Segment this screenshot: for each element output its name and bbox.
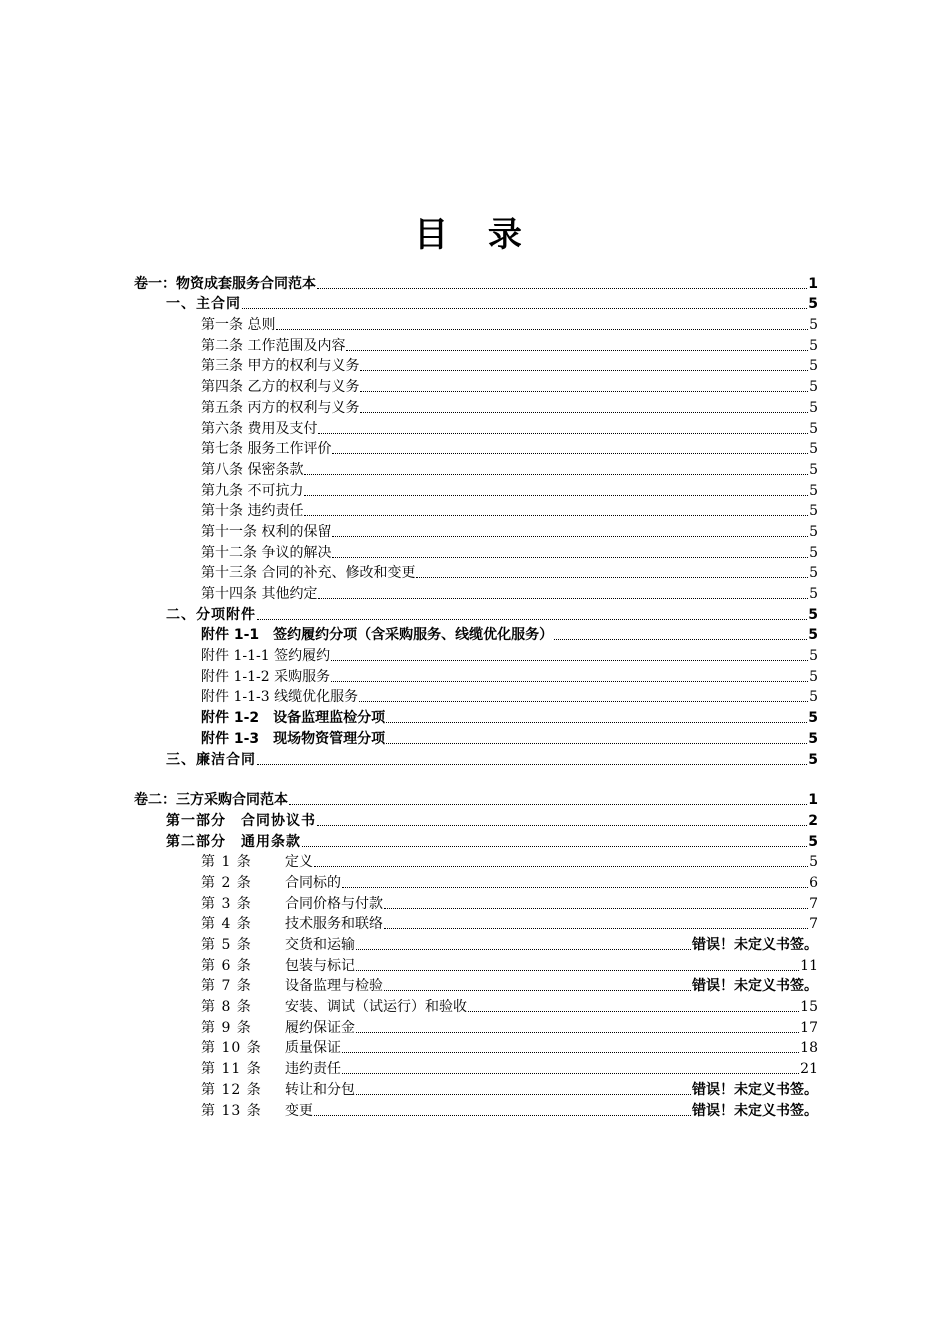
toc-entry-text — [201, 1039, 341, 1057]
page-number: 5 — [809, 358, 818, 375]
toc-article[interactable] — [0, 1057, 950, 1078]
dot-leader — [386, 722, 807, 723]
page-number: 5 — [809, 586, 818, 602]
page-number: 18 — [800, 1040, 818, 1057]
page-number: 5 — [808, 710, 818, 727]
page-number: 7 — [809, 916, 818, 933]
toc-entry-text — [201, 1081, 355, 1099]
toc-entry[interactable] — [0, 417, 950, 438]
dot-leader — [331, 660, 808, 661]
page-number: 5 — [809, 523, 818, 540]
toc-entry[interactable] — [0, 582, 950, 603]
toc-entry-text: 第十条 违约责任 — [201, 503, 304, 520]
article-title: 违约责任 — [285, 1061, 341, 1078]
page-number: 5 — [808, 606, 818, 623]
article-number: 第 1 条 — [201, 854, 252, 871]
article-number: 第 12 条 — [201, 1081, 262, 1098]
article-title: 合同价格与付款 — [285, 895, 383, 912]
article-number: 第 5 条 — [201, 937, 252, 953]
dot-leader — [318, 433, 808, 434]
dot-leader — [356, 1094, 691, 1095]
dot-leader — [318, 598, 808, 599]
toc-entry[interactable] — [0, 748, 950, 769]
article-title: 变更 — [285, 1102, 313, 1119]
toc-entry-text: 第三条 甲方的权利与义务 — [201, 358, 360, 375]
page-number: 5 — [809, 503, 818, 520]
dot-leader — [356, 949, 691, 950]
dot-leader — [360, 370, 808, 371]
toc-entry-text: 第四条 乙方的权利与义务 — [201, 379, 360, 396]
page-number: 错误！未定义书签。 — [692, 978, 818, 995]
dot-leader — [342, 1052, 799, 1053]
toc-entry-text: 附件 1-1-1 签约履约 — [201, 648, 331, 665]
page-number: 5 — [808, 833, 818, 850]
toc-entry-text — [201, 853, 313, 871]
page-number: 7 — [809, 895, 818, 912]
toc-article[interactable] — [0, 871, 950, 892]
toc-entry-text: 第一部分 合同协议书 — [166, 812, 316, 829]
toc-entry-text: 第八条 保密条款 — [201, 461, 304, 478]
page-number: 1 — [808, 275, 818, 292]
toc-entry-text: 卷一：物资成套服务合同范本 — [134, 275, 316, 292]
dot-leader — [468, 1011, 799, 1012]
page-number: 错误！未定义书签。 — [692, 1081, 818, 1098]
toc-article[interactable] — [0, 995, 950, 1016]
dot-leader — [356, 970, 799, 971]
dot-leader — [332, 536, 808, 537]
dot-leader — [356, 1032, 799, 1033]
dot-leader — [304, 495, 808, 496]
toc-entry[interactable] — [0, 624, 950, 645]
toc-entry-text: 第十一条 权利的保留 — [201, 523, 332, 540]
article-title: 转让和分包 — [285, 1081, 355, 1098]
page-number: 5 — [809, 420, 818, 437]
toc-entry-text — [201, 915, 383, 933]
toc-article[interactable] — [0, 1016, 950, 1037]
toc-entry-text — [201, 1102, 313, 1120]
dot-leader — [332, 557, 808, 558]
toc-entry-text: 第七条 服务工作评价 — [201, 441, 332, 458]
toc-entry-text — [201, 1060, 341, 1078]
article-title: 合同标的 — [285, 874, 341, 891]
toc-article[interactable] — [0, 913, 950, 934]
page-number: 5 — [808, 730, 818, 747]
dot-leader — [331, 681, 808, 682]
article-number: 第 3 条 — [201, 895, 252, 912]
article-title: 技术服务和联络 — [285, 916, 383, 933]
article-number: 第 4 条 — [201, 916, 252, 933]
toc-entry[interactable] — [0, 293, 950, 314]
toc-entry-text: 附件 1-2 设备监理监检分项 — [201, 710, 386, 727]
page-number: 5 — [809, 461, 818, 478]
toc-article[interactable] — [0, 975, 950, 996]
dot-leader — [289, 804, 807, 805]
toc-entry-text: 第十四条 其他约定 — [201, 586, 318, 602]
toc-volume-2[interactable] — [0, 789, 950, 810]
toc-entry-text: 附件 1-1-2 采购服务 — [201, 668, 331, 685]
page-number: 5 — [808, 296, 818, 313]
toc-entry[interactable] — [0, 313, 950, 334]
page-number: 6 — [809, 874, 818, 891]
toc-entry-text — [201, 998, 467, 1016]
page-number: 21 — [800, 1061, 818, 1078]
article-title: 质量保证 — [285, 1040, 341, 1057]
toc-entry-text: 第六条 费用及支付 — [201, 420, 318, 437]
toc-entry-text — [201, 977, 383, 995]
page-number: 5 — [809, 379, 818, 396]
dot-leader — [304, 515, 808, 516]
dot-leader — [314, 866, 808, 867]
toc-entry-text: 附件 1-1 签约履约分项（含采购服务、线缆优化服务） — [201, 627, 554, 644]
toc-entry[interactable] — [0, 396, 950, 417]
dot-leader — [384, 928, 808, 929]
page-number: 17 — [800, 1019, 818, 1036]
page-number: 5 — [808, 751, 818, 768]
page-number: 5 — [809, 565, 818, 582]
article-number: 第 9 条 — [201, 1019, 252, 1036]
toc-entry[interactable] — [0, 500, 950, 521]
toc-entry-text: 第二部分 通用条款 — [166, 833, 301, 850]
page-number: 5 — [809, 441, 818, 458]
dot-leader — [384, 908, 808, 909]
page-number: 5 — [809, 854, 818, 871]
page-number: 11 — [800, 957, 818, 974]
toc-entry[interactable] — [0, 355, 950, 376]
toc-entry[interactable] — [0, 334, 950, 355]
toc-article[interactable] — [0, 1037, 950, 1058]
toc-entry-text: 附件 1-1-3 线缆优化服务 — [201, 689, 359, 706]
toc-entry[interactable] — [0, 644, 950, 665]
table-of-contents — [0, 272, 950, 1120]
dot-leader — [317, 825, 807, 826]
toc-entry[interactable] — [0, 706, 950, 727]
toc-entry-text: 二、分项附件 — [166, 606, 256, 623]
article-title: 交货和运输 — [285, 937, 355, 953]
dot-leader — [257, 619, 807, 620]
toc-entry[interactable] — [0, 438, 950, 459]
dot-leader — [317, 288, 807, 289]
toc-entry-text — [201, 874, 341, 892]
toc-entry-text — [201, 895, 383, 913]
toc-entry[interactable] — [0, 375, 950, 396]
dot-leader — [386, 743, 807, 744]
article-number: 第 13 条 — [201, 1102, 262, 1119]
toc-article[interactable] — [0, 954, 950, 975]
dot-leader — [360, 391, 808, 392]
toc-entry-text: 第五条 丙方的权利与义务 — [201, 399, 360, 416]
toc-entry-text: 第十二条 争议的解决 — [201, 544, 332, 561]
toc-article[interactable] — [0, 1078, 950, 1099]
toc-volume-1[interactable] — [0, 272, 950, 293]
page-number: 5 — [808, 627, 818, 644]
toc-entry-text: 三、廉洁合同 — [166, 751, 256, 768]
dot-leader — [257, 764, 807, 765]
spacer — [0, 769, 950, 789]
article-title: 安装、调试（试运行）和验收 — [285, 999, 467, 1016]
toc-entry[interactable] — [0, 541, 950, 562]
page-number: 5 — [809, 648, 818, 665]
toc-entry-text — [201, 957, 355, 975]
page-number: 错误！未定义书签。 — [692, 937, 818, 953]
page-number: 错误！未定义书签。 — [692, 1102, 818, 1119]
article-title: 设备监理与检验 — [285, 978, 383, 995]
page-number: 15 — [800, 999, 818, 1016]
toc-title: 目 录 — [414, 215, 536, 255]
page-number: 5 — [809, 337, 818, 354]
dot-leader — [276, 329, 808, 330]
article-number: 第 11 条 — [201, 1061, 262, 1078]
toc-entry[interactable] — [0, 479, 950, 500]
article-number: 第 7 条 — [201, 978, 252, 995]
dot-leader — [384, 990, 691, 991]
toc-article[interactable] — [0, 851, 950, 872]
toc-entry[interactable] — [0, 458, 950, 479]
dot-leader — [242, 308, 807, 309]
toc-article[interactable] — [0, 933, 950, 954]
article-title: 履约保证金 — [285, 1019, 355, 1036]
article-number: 第 10 条 — [201, 1040, 262, 1057]
toc-article[interactable] — [0, 892, 950, 913]
dot-leader — [346, 350, 808, 351]
toc-part[interactable] — [0, 809, 950, 830]
toc-entry[interactable] — [0, 603, 950, 624]
dot-leader — [416, 577, 808, 578]
page-number: 5 — [809, 689, 818, 706]
page-number: 5 — [809, 668, 818, 685]
article-title: 包装与标记 — [285, 957, 355, 974]
dot-leader — [342, 887, 808, 888]
article-title: 定义 — [285, 854, 313, 871]
toc-entry-text: 第一条 总则 — [201, 317, 276, 334]
dot-leader — [360, 412, 808, 413]
dot-leader — [554, 639, 807, 640]
dot-leader — [314, 1115, 691, 1116]
article-number: 第 2 条 — [201, 874, 252, 891]
page-number: 5 — [809, 317, 818, 334]
article-number: 第 8 条 — [201, 999, 252, 1016]
dot-leader — [332, 453, 808, 454]
toc-part[interactable] — [0, 830, 950, 851]
article-number: 第 6 条 — [201, 957, 252, 974]
toc-entry-text: 附件 1-3 现场物资管理分项 — [201, 730, 386, 747]
toc-article[interactable] — [0, 1099, 950, 1120]
page-number: 5 — [809, 399, 818, 416]
page-number: 1 — [808, 792, 818, 809]
toc-entry-text — [201, 1019, 355, 1037]
toc-entry[interactable] — [0, 727, 950, 748]
toc-entry-text: 第二条 工作范围及内容 — [201, 337, 346, 354]
toc-entry[interactable] — [0, 520, 950, 541]
toc-entry-text: 卷二：三方采购合同范本 — [134, 792, 288, 809]
page-number: 5 — [809, 544, 818, 561]
toc-entry-text: 一、主合同 — [166, 296, 241, 313]
dot-leader — [302, 846, 807, 847]
toc-entry-text: 第十三条 合同的补充、修改和变更 — [201, 565, 416, 582]
page-number: 2 — [808, 812, 818, 829]
dot-leader — [342, 1073, 799, 1074]
toc-entry[interactable] — [0, 665, 950, 686]
dot-leader — [304, 474, 808, 475]
toc-entry[interactable] — [0, 686, 950, 707]
dot-leader — [359, 701, 808, 702]
toc-entry-text — [201, 936, 355, 954]
toc-entry-text: 第九条 不可抗力 — [201, 482, 304, 499]
toc-entry[interactable] — [0, 562, 950, 583]
page-number: 5 — [809, 482, 818, 499]
